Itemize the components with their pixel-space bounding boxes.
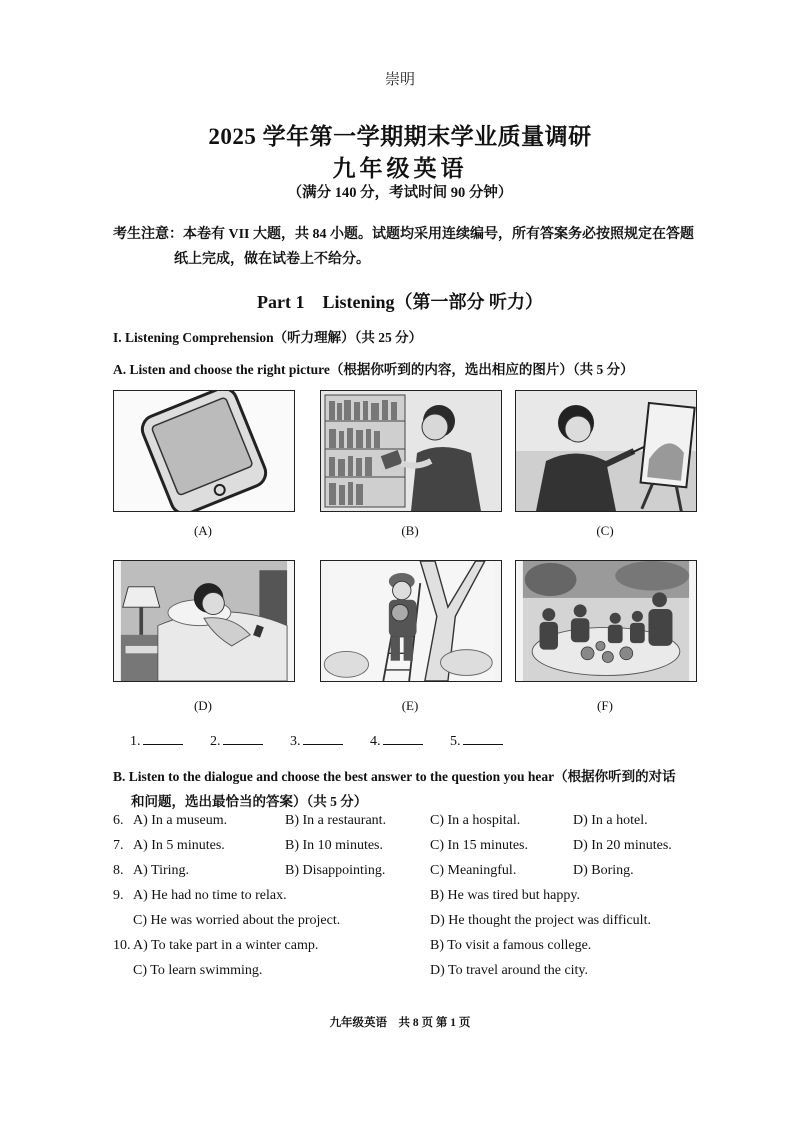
section-A-heading: A. Listen and choose the right picture（根据你听到的内容，选出相应的图片）（共 5 分） — [113, 362, 634, 377]
answer-blank-1[interactable]: 1. — [130, 732, 210, 750]
option-6b: B) In a restaurant. — [285, 813, 387, 828]
option-9d: D) He thought the project was difficult. — [430, 913, 651, 928]
option-6d: D) In a hotel. — [573, 813, 648, 828]
option-10c: C) To learn swimming. — [133, 963, 263, 978]
question-number-8: 8. — [113, 863, 124, 878]
option-8a: A) Tiring. — [133, 863, 190, 878]
answer-blank-2[interactable]: 2. — [210, 732, 290, 750]
option-7c: C) In 15 minutes. — [430, 838, 528, 853]
option-8c: C) Meaningful. — [430, 863, 517, 878]
notice-line-1: 考生注意：本卷有 VII 大题，共 84 小题。试题均采用连续编号，所有答案务必按照规定在答题 — [113, 227, 695, 242]
picture-a — [113, 390, 295, 512]
firefighter-cat-icon — [321, 561, 501, 681]
answer-blank-3[interactable]: 3. — [290, 732, 370, 750]
option-6c: C) In a hospital. — [430, 813, 521, 828]
question-number-10: 10. — [113, 938, 131, 953]
option-9b: B) He was tired but happy. — [430, 888, 580, 903]
option-10b: B) To visit a famous college. — [430, 938, 592, 953]
question-number-7: 7. — [113, 838, 124, 853]
answer-blank-4[interactable]: 4. — [370, 732, 450, 750]
option-7d: D) In 20 minutes. — [573, 838, 672, 853]
option-10d: D) To travel around the city. — [430, 963, 589, 978]
option-8d: D) Boring. — [573, 863, 634, 878]
section-B-line-2: 和问题，选出最恰当的答案）（共 5 分） — [131, 794, 368, 809]
option-6a: A) In a museum. — [133, 813, 228, 828]
picture-label-f: (F) — [597, 698, 613, 713]
district-label: 崇明 — [384, 72, 415, 88]
picture-d — [113, 560, 295, 682]
notice-line-2: 纸上完成，做在试卷上不给分。 — [174, 252, 370, 267]
section-B-line-1: B. Listen to the dialogue and choose the best answer to the question you hear（根据你听到的对话 — [113, 769, 676, 784]
question-number-9: 9. — [113, 888, 124, 903]
answer-blank-5[interactable]: 5. — [450, 732, 530, 750]
picture-f — [515, 560, 697, 682]
option-7b: B) In 10 minutes. — [285, 838, 383, 853]
candidate-notice — [113, 222, 723, 272]
option-10a: A) To take part in a winter camp. — [133, 938, 319, 953]
picture-label-e: (E) — [401, 698, 419, 713]
option-9c: C) He was worried about the project. — [133, 913, 341, 928]
library-reader-icon — [321, 391, 501, 511]
question-number-6: 6. — [113, 813, 124, 828]
section-B-heading — [113, 764, 733, 814]
picnic-icon — [516, 561, 696, 681]
picture-label-a: (A) — [193, 523, 213, 538]
part-title: Part 1 Listening（第一部分 听力） — [257, 292, 543, 312]
exam-subject: 九年级英语 — [332, 156, 468, 181]
exam-info: （满分 140 分，考试时间 90 分钟） — [287, 185, 513, 201]
picture-label-c: (C) — [596, 523, 614, 538]
answer-blanks — [130, 732, 530, 750]
exam-title: 2025 学年第一学期期末学业质量调研 — [208, 124, 592, 149]
painter-icon — [516, 391, 696, 511]
picture-e — [320, 560, 502, 682]
smartphone-icon — [114, 391, 294, 511]
picture-c — [515, 390, 697, 512]
page-footer: 九年级英语 共 8 页 第 1 页 — [329, 1017, 471, 1029]
option-7a: A) In 5 minutes. — [133, 838, 225, 853]
section-I-heading: I. Listening Comprehension（听力理解）（共 25 分） — [113, 330, 423, 345]
bed-phone-icon — [114, 561, 294, 681]
picture-label-b: (B) — [401, 523, 419, 538]
option-8b: B) Disappointing. — [285, 863, 386, 878]
picture-b — [320, 390, 502, 512]
option-9a: A) He had no time to relax. — [133, 888, 287, 903]
picture-label-d: (D) — [193, 698, 213, 713]
